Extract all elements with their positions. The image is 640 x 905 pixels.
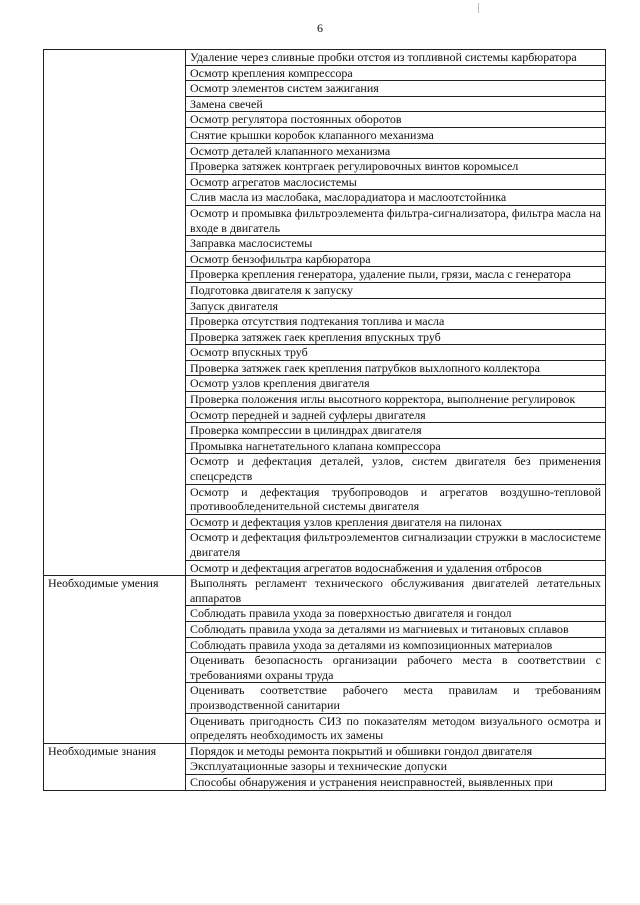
- labor-action-item: Осмотр деталей клапанного механизма: [186, 143, 606, 159]
- labor-action-item: Замена свечей: [186, 96, 606, 112]
- labor-action-item: Удаление через сливные пробки отстоя из топливной системы карбюратора: [186, 50, 606, 66]
- labor-action-item: Слив масла из маслобака, маслорадиатора и маслоотстойника: [186, 190, 606, 206]
- labor-action-item: Проверка положения иглы высотного корректора, выполнение регулировок: [186, 392, 606, 408]
- labor-action-item: Проверка затяжек контргаек регулировочных винтов коромысел: [186, 159, 606, 175]
- labor-action-item: Проверка затяжек гаек крепления впускных труб: [186, 329, 606, 345]
- labor-action-item: Осмотр и дефектация трубопроводов и агрегатов воздушно-тепловой противообледенительной системы двигателя: [186, 484, 606, 514]
- labor-action-item: Запуск двигателя: [186, 298, 606, 314]
- page-number: 6: [317, 21, 323, 35]
- labor-action-item: Осмотр и дефектация агрегатов водоснабжения и удаления отбросов: [186, 560, 606, 576]
- scan-mark: [478, 3, 479, 13]
- required-skills-item: Оценивать пригодность СИЗ по показателям методом визуального осмотра и определять необходимость их замены: [186, 713, 606, 743]
- required-knowledge-item: Эксплуатационные зазоры и технические допуски: [186, 759, 606, 775]
- labor-action-label-cell: [44, 50, 186, 576]
- labor-functions-table: [43, 49, 606, 791]
- required-skills-item: Соблюдать правила ухода за деталями из магниевых и титановых сплавов: [186, 621, 606, 637]
- labor-action-item: Осмотр крепления компрессора: [186, 65, 606, 81]
- labor-action-item: Заправка маслосистемы: [186, 236, 606, 252]
- labor-action-item: Проверка крепления генератора, удаление пыли, грязи, масла с генератора: [186, 267, 606, 283]
- required-skills-item: Оценивать соответствие рабочего места правилам и требованиям производственной санитарии: [186, 683, 606, 713]
- labor-action-item: Промывка нагнетательного клапана компрессора: [186, 438, 606, 454]
- labor-action-item: Осмотр агрегатов маслосистемы: [186, 174, 606, 190]
- labor-action-item: Осмотр регулятора постоянных оборотов: [186, 112, 606, 128]
- labor-action-item: Осмотр впускных труб: [186, 345, 606, 361]
- required-skills-item: Соблюдать правила ухода за деталями из композиционных материалов: [186, 637, 606, 653]
- labor-action-item: Проверка отсутствия подтекания топлива и масла: [186, 314, 606, 330]
- labor-action-item: Снятие крышки коробок клапанного механизма: [186, 127, 606, 143]
- labor-action-item: Осмотр и промывка фильтроэлемента фильтра-сигнализатора, фильтра масла на входе в двигатель: [186, 205, 606, 235]
- table-row: [44, 50, 606, 66]
- labor-action-item: Осмотр и дефектация фильтроэлементов сигнализации стружки в маслосистеме двигателя: [186, 530, 606, 560]
- required-skills-label-cell: Необходимые умения: [44, 576, 186, 744]
- required-skills-item: Выполнять регламент технического обслуживания двигателей летательных аппаратов: [186, 576, 606, 606]
- required-knowledge-item: Способы обнаружения и устранения неисправностей, выявленных при: [186, 774, 606, 790]
- labor-action-item: Подготовка двигателя к запуску: [186, 282, 606, 298]
- table-row: [44, 576, 606, 606]
- labor-action-item: Осмотр и дефектация деталей, узлов, систем двигателя без применения спецсредств: [186, 454, 606, 484]
- labor-action-item: Осмотр узлов крепления двигателя: [186, 376, 606, 392]
- required-knowledge-label-cell: Необходимые знания: [44, 743, 186, 790]
- table-row: [44, 743, 606, 759]
- labor-action-item: Осмотр и дефектация узлов крепления двигателя на пилонах: [186, 514, 606, 530]
- required-knowledge-item: Порядок и методы ремонта покрытий и обшивки гондол двигателя: [186, 743, 606, 759]
- labor-action-item: Осмотр элементов систем зажигания: [186, 81, 606, 97]
- required-skills-item: Соблюдать правила ухода за поверхностью двигателя и гондол: [186, 606, 606, 622]
- required-skills-item: Оценивать безопасность организации рабочего места в соответствии с требованиями охраны труда: [186, 653, 606, 683]
- labor-action-item: Проверка компрессии в цилиндрах двигателя: [186, 423, 606, 439]
- labor-action-item: Осмотр передней и задней суфлеры двигателя: [186, 407, 606, 423]
- table-body: [44, 50, 606, 791]
- labor-action-item: Осмотр бензофильтра карбюратора: [186, 251, 606, 267]
- labor-action-item: Проверка затяжек гаек крепления патрубков выхлопного коллектора: [186, 360, 606, 376]
